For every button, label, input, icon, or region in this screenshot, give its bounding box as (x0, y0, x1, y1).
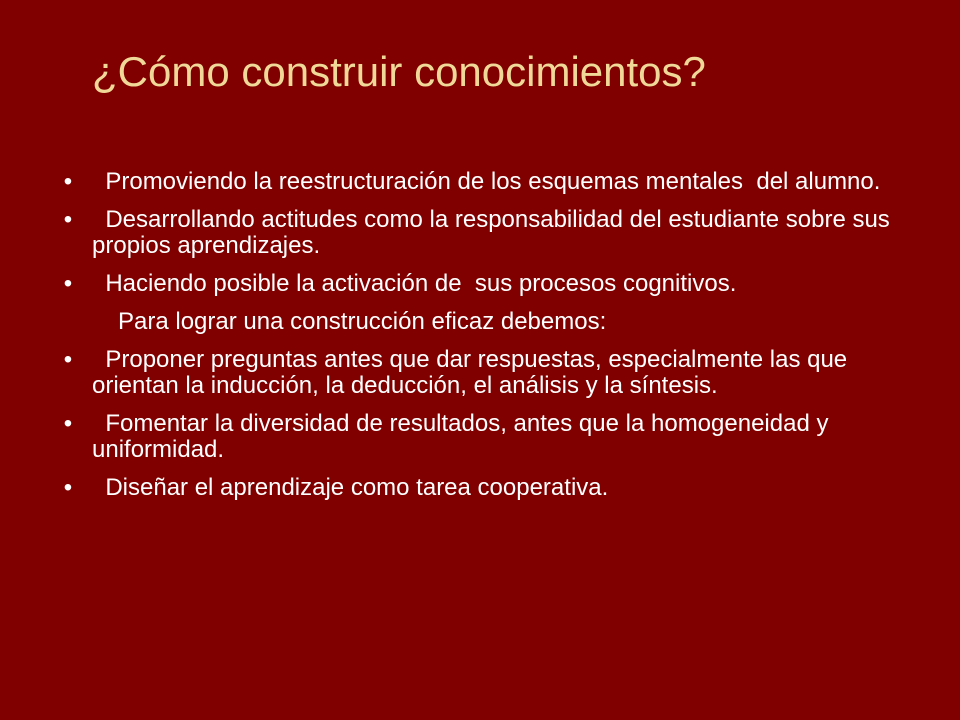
slide-title: ¿Cómo construir conocimientos? (92, 48, 706, 95)
list-item (56, 411, 906, 463)
list-item-text: Desarrollando actitudes como la responsabilidad del estudiante sobre sus propios aprendizajes. (92, 206, 897, 259)
bullet-icon: • (63, 410, 73, 437)
list-subheading (56, 309, 906, 335)
bullet-icon: • (63, 474, 73, 501)
list-item-text: Fomentar la diversidad de resultados, antes que la homogeneidad y uniformidad. (92, 410, 836, 463)
bullet-icon: • (63, 270, 73, 297)
bullet-icon: • (63, 206, 73, 233)
list-item (56, 475, 906, 501)
bullet-list (56, 169, 906, 513)
list-item-text: Proponer preguntas antes que dar respuestas, especialmente las que orientan la inducción, la deducción, el análisis y la síntesis. (92, 346, 854, 399)
list-subheading-text: Para lograr una construcción eficaz debemos: (118, 308, 607, 335)
bullet-icon: • (63, 346, 73, 373)
list-item-text: Haciendo posible la activación de sus procesos cognitivos. (92, 270, 737, 297)
list-item-text: Diseñar el aprendizaje como tarea cooperativa. (92, 474, 609, 501)
list-item (56, 169, 906, 195)
bullet-icon: • (63, 168, 73, 195)
list-item (56, 271, 906, 297)
list-item (56, 207, 906, 259)
list-item-text: Promoviendo la reestructuración de los esquemas mentales del alumno. (92, 168, 881, 195)
list-item (56, 347, 906, 399)
